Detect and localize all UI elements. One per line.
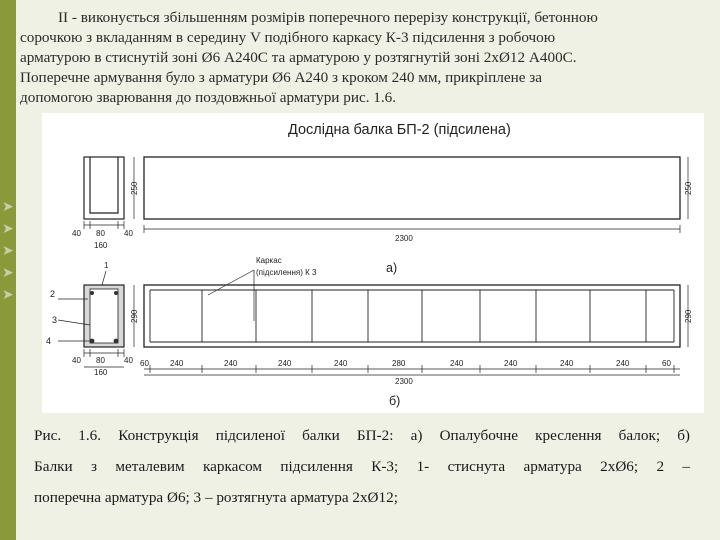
elevation-a [144, 157, 688, 233]
dim-height-a-right: 250 [684, 181, 693, 195]
dim-step-280: 280 [392, 359, 406, 368]
callout-3: 3 [52, 315, 58, 325]
paragraph-line: II - виконується збільшенням розмірів поперечного перерізу конструкції, бетонною [58, 9, 598, 26]
dim-step-60: 60 [140, 359, 149, 368]
paragraph-line: арматурою в стиснутій зоні Ø6 А240С та арматурою у розтягнутій зоні 2хØ12 А400С. [20, 49, 577, 66]
dim-step-240: 240 [224, 359, 238, 368]
arrow-right-icon: ➤ [2, 287, 14, 303]
dim-height-b: 290 [130, 309, 139, 323]
dim-height-b-right: 290 [684, 309, 693, 323]
dim-length-b: 2300 [395, 377, 413, 386]
beam-drawing-figure [42, 113, 704, 413]
dim-step-240: 240 [560, 359, 574, 368]
dim-step-240: 240 [170, 359, 184, 368]
dim-step-240: 240 [334, 359, 348, 368]
dim-step-240: 240 [504, 359, 518, 368]
karkas-label-1: Каркас [256, 256, 282, 265]
dim-w80: 80 [96, 229, 105, 238]
dim-step-240: 240 [278, 359, 292, 368]
figure-caption [34, 420, 690, 513]
label-b: б) [389, 394, 401, 408]
dim-step-240: 240 [450, 359, 464, 368]
dim-height-a: 250 [130, 181, 139, 195]
arrow-right-icon: ➤ [2, 199, 14, 215]
label-a: а) [386, 261, 398, 275]
dim-w40: 40 [72, 356, 81, 365]
dim-w40: 40 [72, 229, 81, 238]
section-a [84, 157, 134, 229]
karkas-label-2: (підсилення) К 3 [256, 268, 317, 277]
dim-length-a: 2300 [395, 234, 413, 243]
caption-line-3: поперечна арматура Ø6; 3 – розтягнута арматура 2хØ12; [34, 489, 398, 506]
caption-line-2: Балки з металевим каркасом підсилення К-3; 1- стиснута арматура 2хØ6; 2 – [34, 458, 690, 475]
figure-title: Дослідна балка БП-2 (підсилена) [288, 122, 511, 138]
dim-w160: 160 [94, 241, 108, 250]
section-b [58, 285, 134, 367]
beam-drawing [42, 113, 704, 413]
paragraph-line: Поперечне армування було з арматури Ø6 А240 з кроком 240 мм, прикріплене за [20, 69, 542, 86]
caption-line-1: Рис. 1.6. Конструкція підсиленої балки БП-2: а) Опалубочне креслення балок; б) [34, 427, 690, 444]
stirrups [150, 290, 674, 342]
paragraph-line: допомогою зварювання до поздовжньої арматури рис. 1.6. [20, 89, 397, 106]
dim-step-60: 60 [662, 359, 671, 368]
arrow-right-icon: ➤ [2, 221, 14, 237]
callout-4: 4 [46, 336, 52, 346]
dim-w80: 80 [96, 356, 105, 365]
dim-w160: 160 [94, 368, 108, 377]
body-paragraph [20, 8, 710, 108]
paragraph-line: сорочкою з вкладанням в середину V подібного каркасу К-3 підсилення з робочою [20, 29, 556, 46]
dim-w40: 40 [124, 356, 133, 365]
arrow-right-icon: ➤ [2, 265, 14, 281]
callout-2: 2 [50, 289, 56, 299]
callout-leaders [102, 270, 254, 321]
callout-1: 1 [104, 261, 109, 270]
dim-w40: 40 [124, 229, 133, 238]
arrow-right-icon: ➤ [2, 243, 14, 259]
dim-step-240: 240 [616, 359, 630, 368]
